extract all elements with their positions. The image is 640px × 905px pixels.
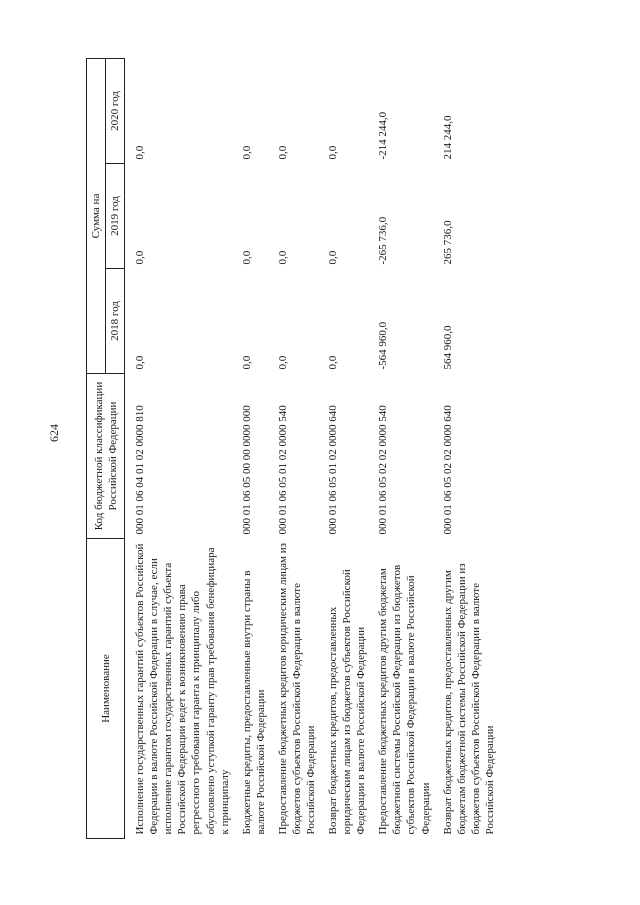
row-value-2020: 0,0	[276, 145, 289, 160]
table-row	[321, 59, 371, 839]
row-code: 000 01 06 05 02 02 0000 640	[441, 405, 454, 535]
table-row	[271, 59, 321, 839]
row-code: 000 01 06 05 02 02 0000 540	[377, 405, 390, 535]
budget-table	[86, 58, 500, 839]
header-name: Наименование	[87, 539, 125, 839]
row-code: 000 01 06 05 01 02 0000 640	[327, 405, 340, 535]
row-value-2020: 214 244,0	[441, 115, 454, 160]
row-value-2019: 0,0	[134, 250, 147, 265]
table-row	[436, 59, 500, 839]
row-name: Предоставление бюджетных кредитов другим бюджетам бюджетной системы Российской Федерации из бюджетов субъектов Российской Федерации в валюте Российской Федерации	[377, 564, 432, 835]
budget-sheet	[86, 59, 546, 839]
row-value-2018: -564 960,0	[377, 321, 390, 370]
row-value-2020: 0,0	[240, 145, 253, 160]
header-code: Код бюджетной классификации Российской Федерации	[87, 374, 125, 539]
header-year-2020: 2020 год	[106, 59, 125, 164]
header-sum-group: Сумма на	[87, 59, 106, 374]
header-row	[87, 59, 106, 839]
row-value-2018: 564 960,0	[441, 325, 454, 370]
row-value-2019: 265 736,0	[441, 220, 454, 265]
row-name: Исполнение государственных гарантий субъектов Российской Федерации в валюте Российской Федерации в случае, если исполнение гарантом государственных гарантий субъекта Российской Федерации ведет к возникновению права регрессного требования гаранта к принципалу либо обусловлено уступкой гаранту прав требования бенефициара к принципалу	[134, 543, 231, 835]
row-code: 000 01 06 05 01 02 0000 540	[276, 405, 289, 535]
row-value-2018: 0,0	[276, 355, 289, 370]
table-row	[235, 59, 271, 839]
row-value-2018: 0,0	[134, 355, 147, 370]
row-value-2019: 0,0	[276, 250, 289, 265]
row-code: 000 01 06 05 00 00 0000 000	[240, 405, 253, 535]
page-number: 624	[47, 424, 61, 442]
row-value-2018: 0,0	[240, 355, 253, 370]
row-value-2020: 0,0	[327, 145, 340, 160]
row-name: Возврат бюджетных кредитов, предоставленных другим бюджетам бюджетной системы Российской Федерации из бюджетов субъектов Российской Федерации в валюте Российской Федерации	[441, 563, 496, 835]
row-name: Возврат бюджетных кредитов, предоставленных юридическим лицам из бюджетов субъектов Российской Федерации в валюте Российской Федерации	[327, 569, 368, 835]
header-year-2019: 2019 год	[106, 164, 125, 269]
row-value-2019: -265 736,0	[377, 216, 390, 265]
header-year-2018: 2018 год	[106, 269, 125, 374]
row-value-2019: 0,0	[327, 250, 340, 265]
row-name: Бюджетные кредиты, предоставленные внутри страны в валюте Российской Федерации	[240, 570, 267, 835]
row-value-2019: 0,0	[240, 250, 253, 265]
row-code: 000 01 06 04 01 02 0000 810	[134, 405, 147, 535]
row-value-2018: 0,0	[327, 355, 340, 370]
row-value-2020: -214 244,0	[377, 111, 390, 160]
table-row	[125, 59, 235, 839]
row-name: Предоставление бюджетных кредитов юридическим лицам из бюджетов субъектов Российской Федерации в валюте Российской Федерации	[276, 543, 318, 835]
row-value-2020: 0,0	[134, 145, 147, 160]
table-row	[371, 59, 435, 839]
